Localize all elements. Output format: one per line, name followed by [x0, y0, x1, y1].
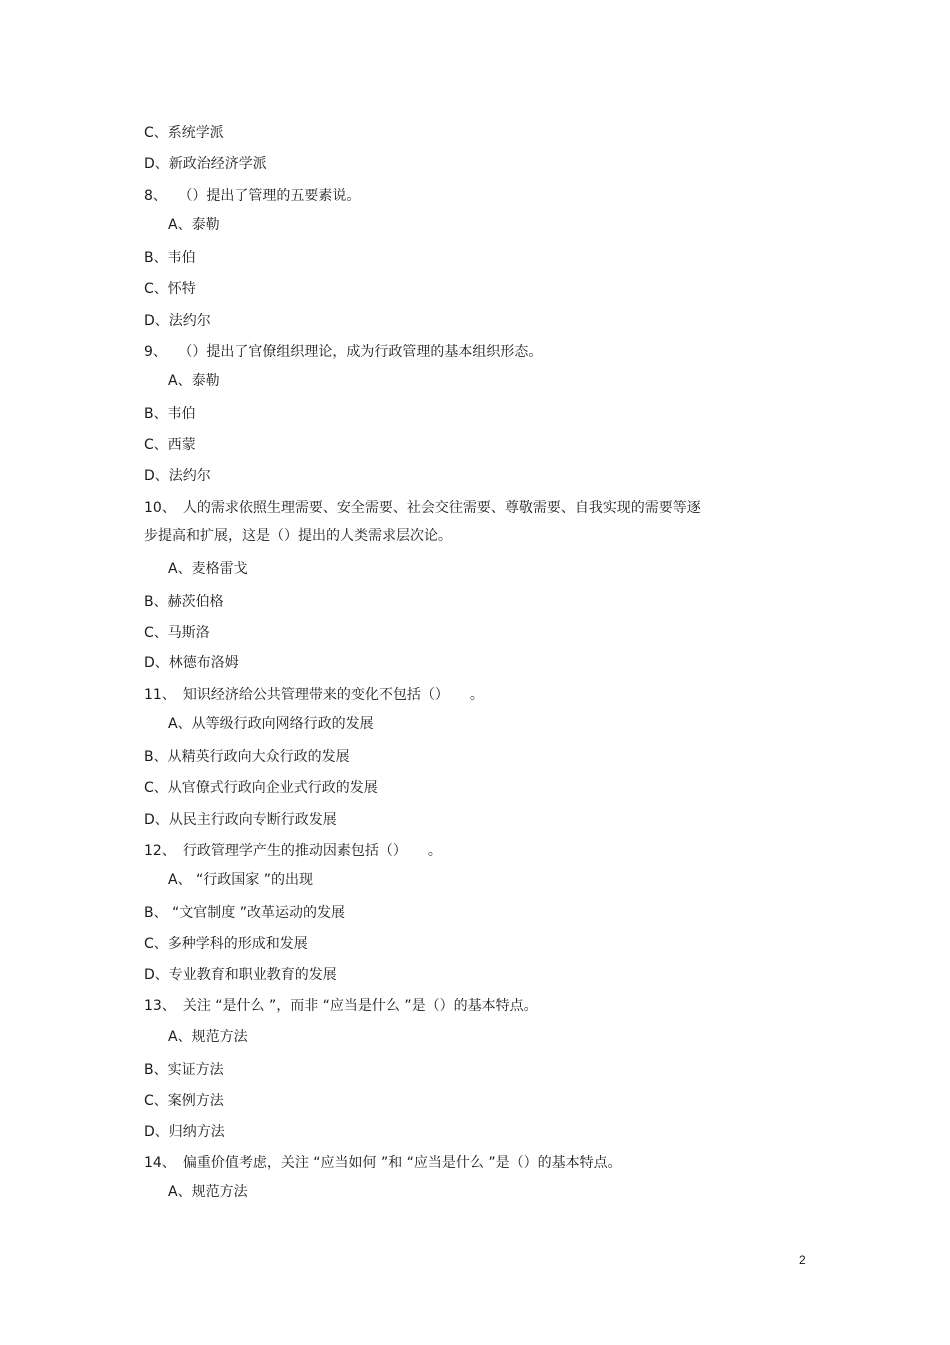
option-c: C、马斯洛: [144, 625, 210, 641]
option-b: B、从精英行政向大众行政的发展: [144, 749, 350, 765]
option-c: C、多种学科的形成和发展: [144, 936, 308, 952]
option-d: D、法约尔: [144, 313, 211, 329]
option-d: D、专业教育和职业教育的发展: [144, 967, 337, 983]
option-b: B、韦伯: [144, 250, 196, 266]
option-a: A、泰勒: [168, 373, 220, 389]
option-a: A、规范方法: [168, 1184, 248, 1200]
option-c: C、从官僚式行政向企业式行政的发展: [144, 780, 378, 796]
option-b: B、 “文官制度 ”改革运动的发展: [144, 905, 346, 921]
option-c: C、系统学派: [144, 125, 224, 141]
question-11: 11、 知识经济给公共管理带来的变化不包括（） 。: [144, 687, 484, 703]
option-a: A、从等级行政向网络行政的发展: [168, 716, 374, 732]
option-d: D、归纳方法: [144, 1124, 225, 1140]
question-12: 12、 行政管理学产生的推动因素包括（） 。: [144, 843, 442, 859]
option-c: C、案例方法: [144, 1093, 224, 1109]
option-a: A、泰勒: [168, 217, 220, 233]
option-c: C、怀特: [144, 281, 196, 297]
question-13: 13、 关注 “是什么 ”，而非 “应当是什么 ”是（）的基本特点。: [144, 998, 538, 1014]
option-a: A、 “行政国家 ”的出现: [168, 872, 313, 888]
option-d: D、林德布洛姆: [144, 655, 239, 671]
page-number: 2: [799, 1253, 806, 1267]
question-10-continued: 步提高和扩展，这是（）提出的人类需求层次论。: [144, 528, 452, 544]
option-d: D、法约尔: [144, 468, 211, 484]
question-10: 10、 人的需求依照生理需要、安全需要、社会交往需要、尊敬需要、自我实现的需要等逐: [144, 500, 701, 516]
option-b: B、实证方法: [144, 1062, 224, 1078]
option-b: B、赫茨伯格: [144, 594, 224, 610]
option-d: D、新政治经济学派: [144, 156, 267, 172]
option-c: C、西蒙: [144, 437, 196, 453]
question-8: 8、 （）提出了管理的五要素说。: [144, 188, 361, 204]
question-9: 9、 （）提出了官僚组织理论，成为行政管理的基本组织形态。: [144, 344, 543, 360]
question-14: 14、 偏重价值考虑，关注 “应当如何 ”和 “应当是什么 ”是（）的基本特点。: [144, 1155, 622, 1171]
option-d: D、从民主行政向专断行政发展: [144, 812, 337, 828]
option-b: B、韦伯: [144, 406, 196, 422]
option-a: A、规范方法: [168, 1029, 248, 1045]
option-a: A、麦格雷戈: [168, 561, 248, 577]
